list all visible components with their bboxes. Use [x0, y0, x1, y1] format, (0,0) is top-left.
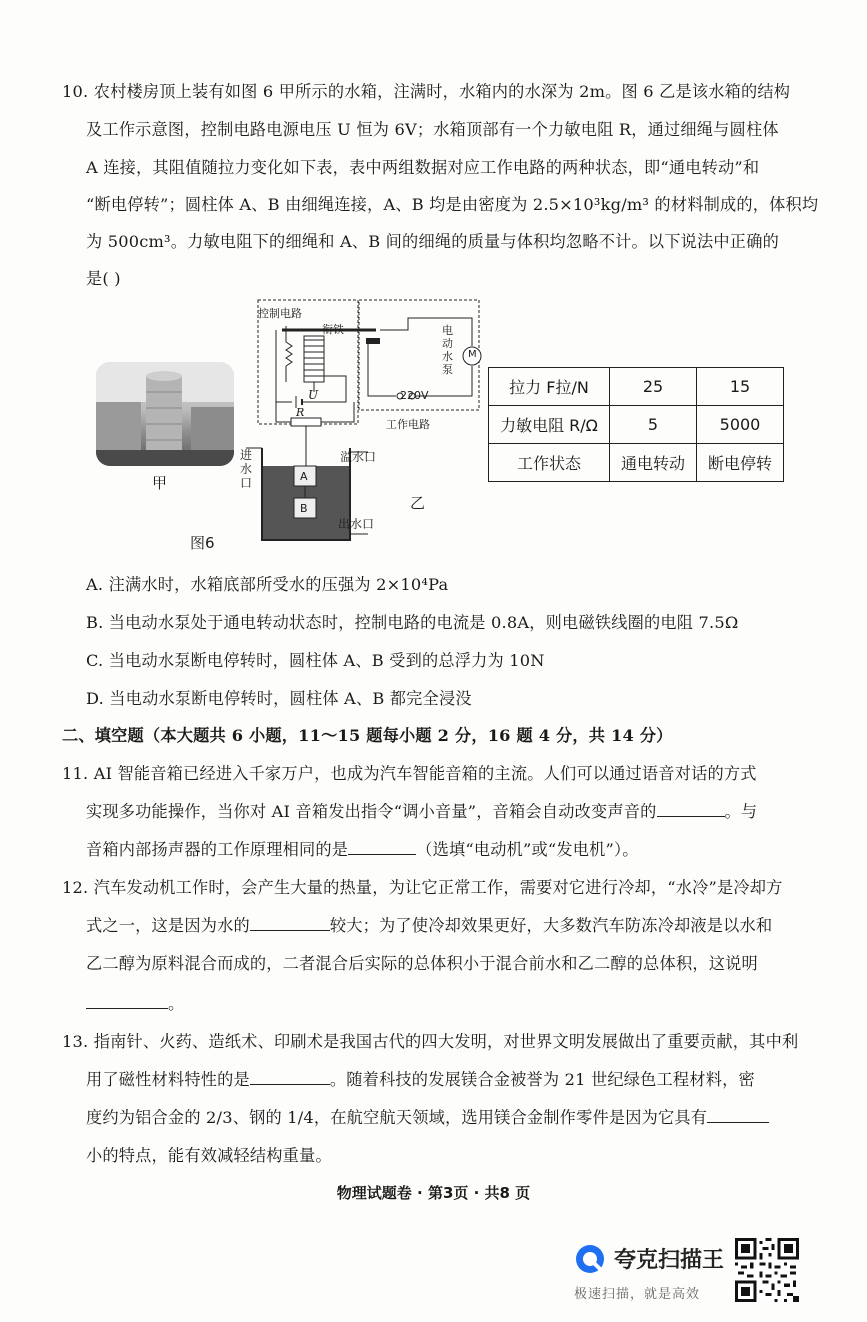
q12-line-4: [86, 990, 184, 1014]
q11-text: （选填“电动机”或“发电机”）。: [416, 840, 639, 859]
pump-label: 电动水泵: [442, 324, 453, 376]
voltage-u-label: U: [308, 388, 319, 402]
q13-text: 。随着科技的发展镁合金被誉为 21 世纪绿色工程材料，密: [329, 1070, 755, 1089]
work-circuit-label: 工作电路: [386, 418, 430, 431]
q12-text: 。: [168, 994, 185, 1013]
answer-blank[interactable]: [86, 994, 168, 1009]
table-row: [489, 444, 784, 482]
q13-text: 用了磁性材料特性的是: [86, 1070, 250, 1089]
q12-line-1: 12. 汽车发动机工作时，会产生大量的热量，为让它正常工作，需要对它进行冷却，“水冷”是冷却方: [62, 878, 783, 897]
table-row: [489, 368, 784, 406]
table-cell: 断电停转: [697, 444, 784, 482]
q10-line-4: “断电停转”；圆柱体 A、B 由细绳连接，A、B 均是由密度为 2.5×10³kg/m³ 的材料制成的，体积均: [86, 195, 819, 214]
q12-line-2: [86, 912, 772, 936]
table-cell: 拉力 F拉/N: [489, 368, 610, 406]
q11-text: 音箱内部扬声器的工作原理相同的是: [86, 840, 349, 859]
q11-line-1: 11. AI 智能音箱已经进入千家万户，也成为汽车智能音箱的主流。人们可以通过语音对话的方式: [62, 764, 757, 783]
q11-line-3: [86, 836, 639, 860]
table-row: [489, 406, 784, 444]
table-cell: 工作状态: [489, 444, 610, 482]
scanner-brand-name: 夸克扫描王: [614, 1248, 725, 1273]
q10-line-6: 是( ): [86, 269, 121, 288]
answer-blank[interactable]: [348, 840, 416, 855]
diagram-label-yi: 乙: [410, 494, 426, 512]
q10-line-2: 及工作示意图，控制电路电源电压 U 恒为 6V；水箱顶部有一个力敏电阻 R，通过细绳与圆柱体: [86, 120, 779, 139]
q10-option-d: D. 当电动水泵断电停转时，圆柱体 A、B 都完全浸没: [86, 689, 472, 708]
water-tank-photo: [96, 362, 234, 466]
q11-text: 实现多功能操作，当你对 AI 音箱发出指令“调小音量”，音箱会自动改变声音的: [86, 802, 657, 821]
q10-option-c: C. 当电动水泵断电停转时，圆柱体 A、B 受到的总浮力为 10N: [86, 651, 545, 670]
q10-line-3: A 连接，其阻值随拉力变化如下表，表中两组数据对应工作电路的两种状态，即“通电转动”和: [86, 158, 760, 177]
table-cell: 15: [697, 368, 784, 406]
answer-blank[interactable]: [250, 916, 330, 931]
table-cell: 力敏电阻 R/Ω: [489, 406, 610, 444]
section-2-heading: 二、填空题（本大题共 6 小题，11～15 题每小题 2 分，16 题 4 分，共 14 分）: [62, 726, 673, 745]
scanner-logo-icon: [574, 1243, 606, 1275]
figure-caption: 图6: [190, 534, 215, 552]
resistor-r-label: R: [296, 406, 305, 419]
inlet-label: 进水口: [240, 448, 253, 490]
motor-symbol: M: [468, 349, 477, 360]
q12-text: 式之一，这是因为水的: [86, 916, 250, 935]
answer-blank[interactable]: [250, 1070, 330, 1085]
q12-text: 较大；为了使冷却效果更好，大多数汽车防冻冷却液是以水和: [329, 916, 773, 935]
q10-line-5: 为 500cm³。力敏电阻下的细绳和 A、B 间的细绳的质量与体积均忽略不计。以下说法中正确的: [86, 232, 779, 251]
cylinder-b-label: B: [300, 502, 308, 515]
q13-line-3: [86, 1104, 769, 1128]
qr-code-icon: [735, 1238, 799, 1302]
q13-line-4: 小的特点，能有效减轻结构重量。: [86, 1146, 332, 1165]
force-resistance-table: [488, 367, 784, 482]
outlet-label: 出水口: [338, 517, 375, 531]
q11-text: 。与: [724, 802, 758, 821]
answer-blank[interactable]: [657, 802, 725, 817]
q11-line-2: [86, 798, 757, 822]
q10-line-1: 10. 农村楼房顶上装有如图 6 甲所示的水箱，注满时，水箱内的水深为 2m。图 6 乙是该水箱的结构: [62, 82, 791, 101]
scanner-tagline: 极速扫描，就是高效: [574, 1287, 701, 1302]
photo-label-jia: 甲: [152, 474, 168, 492]
table-cell: 5: [610, 406, 697, 444]
table-cell: 25: [610, 368, 697, 406]
q13-line-1: 13. 指南针、火药、造纸术、印刷术是我国古代的四大发明，对世界文明发展做出了重要贡献，其中利: [62, 1032, 799, 1051]
q13-text: 度约为铝合金的 2/3、钢的 1/4，在航空航天领域，选用镁合金制作零件是因为它具有: [86, 1108, 708, 1127]
table-cell: 通电转动: [610, 444, 697, 482]
overflow-label: 溢水口: [340, 450, 377, 464]
q10-option-b: B. 当电动水泵处于通电转动状态时，控制电路的电流是 0.8A，则电磁铁线圈的电阻 7.5Ω: [86, 613, 739, 632]
control-circuit-label: 控制电路: [258, 307, 302, 320]
supply-220v-label: 220V: [400, 389, 429, 402]
answer-blank[interactable]: [707, 1108, 769, 1123]
page-footer: 物理试题卷 · 第3页 · 共8 页: [336, 1184, 531, 1202]
q13-line-2: [86, 1066, 755, 1090]
armature-label: 衔铁: [322, 323, 344, 336]
q12-line-3: 乙二醇为原料混合而成的，二者混合后实际的总体积小于混合前水和乙二醇的总体积，这说明: [86, 954, 758, 973]
table-cell: 5000: [697, 406, 784, 444]
q10-option-a: A. 注满水时，水箱底部所受水的压强为 2×10⁴Pa: [86, 575, 449, 594]
cylinder-a-label: A: [300, 470, 308, 483]
